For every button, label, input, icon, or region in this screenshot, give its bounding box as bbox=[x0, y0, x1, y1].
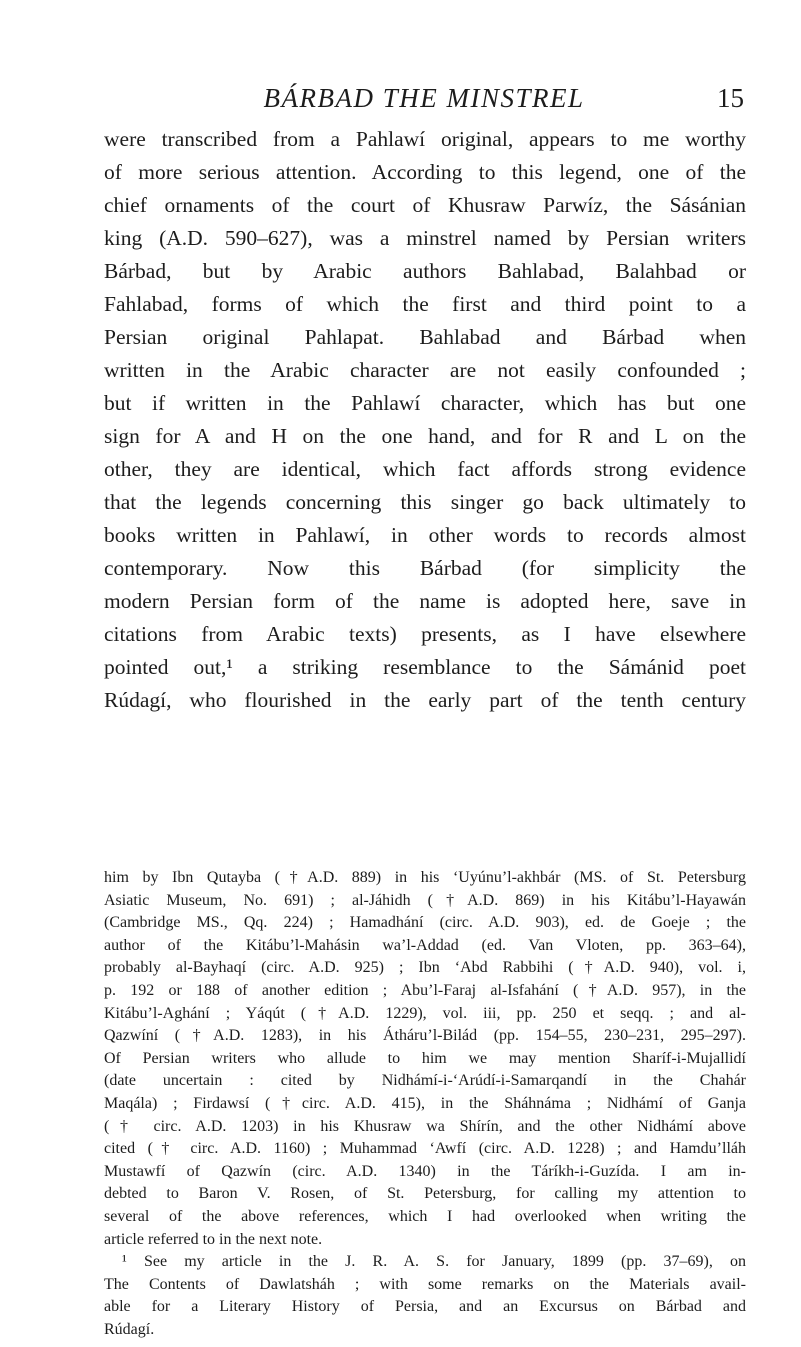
body-line: but if written in the Pahlawí character, which has but one bbox=[104, 391, 746, 415]
body-line: Rúdagí, who flourished in the early part of the tenth century bbox=[104, 688, 746, 712]
footnote-line: able for a Literary History of Persia, and an Excursus on Bárbad and bbox=[104, 1298, 746, 1316]
footnote-line: (date uncertain : cited by Nidhámí-i-‘Arúdí-i-Samarqandí in the Chahár bbox=[104, 1072, 746, 1090]
footnote-line: debted to Baron V. Rosen, of St. Petersburg, for calling my attention to bbox=[104, 1185, 746, 1203]
body-line: Fahlabad, forms of which the first and third point to a bbox=[104, 292, 746, 316]
footnote-line: him by Ibn Qutayba (†A.D. 889) in his ‘Uyúnu’l-akhbár (MS. of St. Petersburg bbox=[104, 869, 746, 886]
footnote-line: Rúdagí. bbox=[104, 1320, 155, 1338]
footnote-line: several of the above references, which I had overlooked when writing the bbox=[104, 1207, 746, 1225]
body-line: of more serious attention. According to this legend, one of the bbox=[104, 160, 746, 184]
body-line: Bárbad, but by Arabic authors Bahlabad, Balahbad or bbox=[104, 259, 746, 283]
body-line: that the legends concerning this singer go back ultimately to bbox=[104, 490, 746, 514]
footnote-line: p. 192 or 188 of another edition ; Abu’l-Faraj al-Isfahání (†A.D. 957), in the bbox=[104, 981, 746, 999]
body-line: were transcribed from a Pahlawí original, appears to me worthy bbox=[104, 127, 746, 151]
body-line: king (A.D. 590–627), was a minstrel named by Persian writers bbox=[104, 226, 746, 250]
footnote-line: probably al-Bayhaqí (circ. A.D. 925) ; Ibn ‘Abd Rabbihi (†A.D. 940), vol. i, bbox=[104, 959, 746, 977]
footnote-line: Of Persian writers who allude to him we may mention Sharíf-i-Mujallidí bbox=[104, 1049, 746, 1067]
body-line: written in the Arabic character are not easily confounded ; bbox=[104, 358, 746, 382]
body-line: sign for A and H on the one hand, and for R and L on the bbox=[104, 424, 746, 448]
footnote-line: cited († circ. A.D. 1160) ; Muhammad ‘Awfí (circ. A.D. 1228) ; and Hamdu’lláh bbox=[104, 1140, 746, 1158]
main-paragraph bbox=[104, 123, 746, 717]
body-line: books written in Pahlawí, in other words to records almost bbox=[104, 523, 746, 547]
footnote-line: Qazwíní (†A.D. 1283), in his Átháru’l-Bilád (pp. 154–55, 230–231, 295–297). bbox=[104, 1027, 746, 1045]
body-line: modern Persian form of the name is adopted here, save in bbox=[104, 589, 746, 613]
footnote-line: ¹ See my article in the J. R. A. S. for January, 1899 (pp. 37–69), on bbox=[122, 1253, 746, 1271]
footnote-line: Maqála) ; Firdawsí (†circ. A.D. 415), in the Sháhnáma ; Nidhámí of Ganja bbox=[104, 1094, 746, 1112]
running-title: BÁRBAD THE MINSTREL bbox=[263, 83, 585, 113]
footnote-line: Mustawfí of Qazwín (circ. A.D. 1340) in the Táríkh-i-Guzída. I am in- bbox=[104, 1162, 746, 1180]
body-line: Persian original Pahlapat. Bahlabad and Bárbad when bbox=[104, 325, 746, 349]
footnote-line: article referred to in the next note. bbox=[104, 1230, 323, 1248]
footnote-line: Kitábu’l-Aghání ; Yáqút (†A.D. 1229), vol. iii, pp. 250 et seqq. ; and al- bbox=[104, 1004, 746, 1022]
page-number: 15 bbox=[717, 83, 744, 113]
footnote-line: author of the Kitábu’l-Mahásin wa’l-Addad (ed. Van Vloten, pp. 363–64), bbox=[104, 936, 746, 954]
body-line: citations from Arabic texts) presents, as I have elsewhere bbox=[104, 622, 746, 646]
footnotes bbox=[104, 867, 746, 1341]
footnote-line: (Cambridge MS., Qq. 224) ; Hamadhání (circ. A.D. 903), ed. de Goeje ; the bbox=[104, 914, 746, 932]
body-line: contemporary. Now this Bárbad (for simplicity the bbox=[104, 556, 746, 580]
body-line: other, they are identical, which fact affords strong evidence bbox=[104, 457, 746, 481]
running-head bbox=[104, 78, 744, 118]
footnote-line: The Contents of Dawlatsháh ; with some remarks on the Materials avail- bbox=[104, 1275, 746, 1293]
body-line: pointed out,¹ a striking resemblance to the Sámánid poet bbox=[104, 655, 746, 679]
footnote-line: († circ. A.D. 1203) in his Khusraw wa Shírín, and the other Nidhámí above bbox=[104, 1117, 746, 1135]
body-line: chief ornaments of the court of Khusraw Parwíz, the Sásánian bbox=[104, 193, 746, 217]
footnote-line: Asiatic Museum, No. 691) ; al-Jáhidh (†A.D. 869) in his Kitábu’l-Hayawán bbox=[104, 891, 746, 909]
